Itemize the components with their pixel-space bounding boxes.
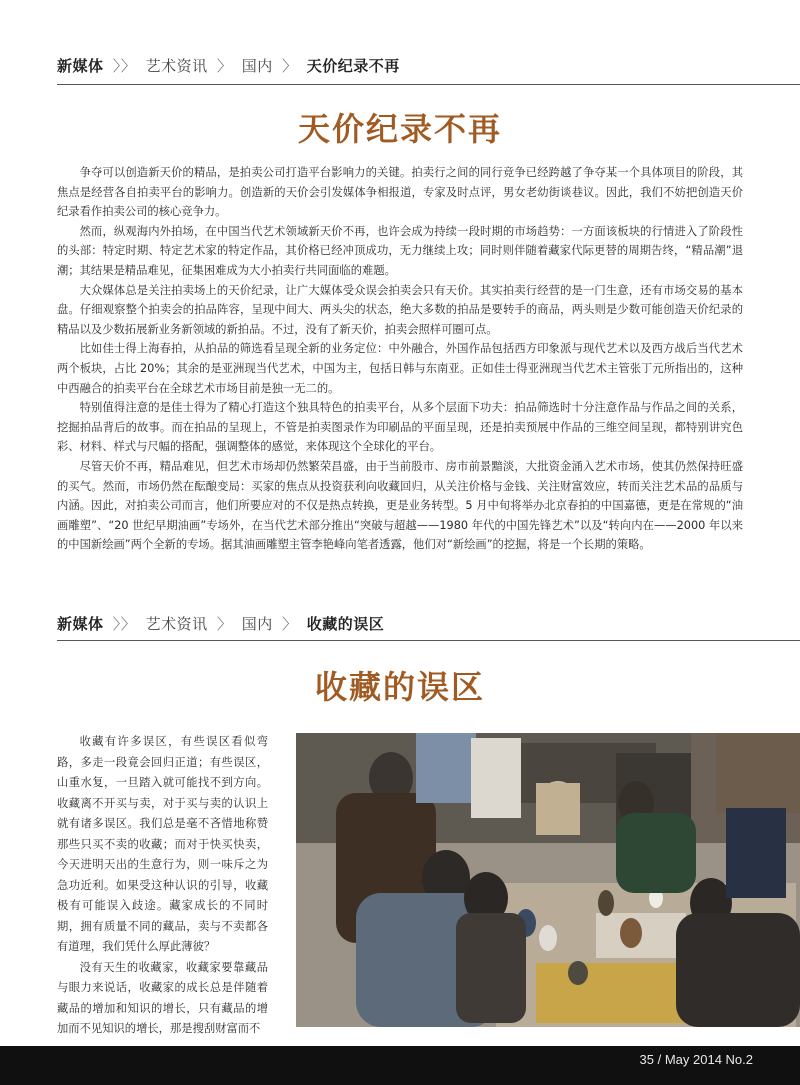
breadcrumb-separator: 〉 <box>281 57 298 75</box>
article-body <box>57 163 743 555</box>
section-divider <box>57 640 800 641</box>
breadcrumb-separator: 〉 <box>281 615 298 633</box>
paragraph: 大众媒体总是关注拍卖场上的天价纪录，让广大媒体受众误会拍卖会只有天价。其实拍卖行经营的是一门生意，还有市场交易的基本盘。仔细观察整个拍卖会的拍品阵容，呈现中间大、两头尖的状态，绝大多数的拍品是要转手的商品，两头则是少数可能创造天价纪录的精品以及少数拓展新业务新领域的新拍品。不过，没有了新天价，拍卖会照样可圈可点。 <box>57 283 743 336</box>
paragraph: 没有天生的收藏家，收藏家要靠藏品与眼力来说话，收藏家的成长总是伴随着藏品的增加和知识的增长，只有藏品的增加而不见知识的增长，那是搜刮财富而不 <box>57 960 268 1035</box>
article-photo <box>296 733 800 1027</box>
page-number: 35 / May 2014 No.2 <box>639 1052 753 1067</box>
paragraph: 比如佳士得上海春拍，从拍品的筛选看呈现全新的业务定位：中外融合，外国作品包括西方印象派与现代艺术以及西方战后当代艺术两个板块，占比 20%；其余的是亚洲现当代艺术，中国为主，包括日韩与东南亚。正如佳士得亚洲现当代艺术主管张丁元所指出的，这种中西融合的拍卖平台在全球艺术市场目前是独一无二的。 <box>57 342 743 395</box>
article-title: 天价纪录不再 <box>297 110 502 148</box>
article-body <box>57 732 268 1040</box>
breadcrumb-current: 收藏的误区 <box>306 615 385 633</box>
paragraph: 尽管天价不再，精品难见，但艺术市场却仍然繁荣昌盛，由于当前股市、房市前景黯淡，大批资金涌入艺术市场，使其仍然保持旺盛的买气。然而，市场仍然在酝酿变局：买家的焦点从投资获利向收藏回归，从关注价格与金钱、关注财富效应，转而关注艺术品的品质与内涵。因此，对拍卖公司而言，他们所要应对的不仅是热点转换，更是业务转型。5 月中旬将举办北京春拍的中国嘉德，更是在常规的“油画雕塑”、“20 世纪早期油画”专场外，在当代艺术部分推出“突破与超越——1980 年代的中国先锋艺术”以及“转向内在——2000 年以来的中国新绘画”两个全新的专场。据其油画雕塑主管李艳峰向笔者透露，他们对“新绘画”的挖掘，将是一个长期的策略。 <box>57 459 743 552</box>
paragraph: 收藏有许多误区，有些误区看似弯路，多走一段竟会回归正道；有些误区，山重水复，一旦踏入就可能找不到方向。收藏离不开买与卖，对于买与卖的认识上就有诸多误区。我们总是毫不吝惜地称赞那些只买不卖的收藏；而对于快买快卖，今天进明天出的生意行为，则一味斥之为急功近利。如果受这种认识的引导，收藏极有可能误入歧途。藏家成长的不同时期，拥有质量不同的藏品，卖与不卖都各有道理，我们凭什么厚此薄彼？ <box>57 735 268 953</box>
breadcrumb-domestic[interactable]: 国内 <box>241 57 273 75</box>
breadcrumb-separator: 〉 <box>216 615 233 633</box>
breadcrumb-separator: 〉〉 <box>112 57 137 75</box>
breadcrumb-separator: 〉〉 <box>112 615 137 633</box>
paragraph: 特别值得注意的是佳士得为了精心打造这个独具特色的拍卖平台，从多个层面下功夫：拍品筛选时十分注意作品与作品之间的关系，挖掘拍品背后的故事。而在拍品的呈现上，不管是拍卖图录作为印刷品的平面呈现，还是拍卖预展中作品的三维空间呈现，都特别讲究色彩、材料、样式与尺幅的搭配，强调整体的感觉，来体现这个全球化的平台。 <box>57 401 743 454</box>
breadcrumb-art-news[interactable]: 艺术资讯 <box>145 615 208 633</box>
paragraph: 争夺可以创造新天价的精品，是拍卖公司打造平台影响力的关键。拍卖行之间的同行竞争已经跨越了争夺某一个具体项目的阶段，其焦点是经营各自拍卖平台的影响力。创造新的天价会引发媒体争相报道，专家及时点评，男女老幼街谈巷议。因此，我们不妨把创造天价纪录看作拍卖公司的核心竞争力。 <box>57 166 743 219</box>
breadcrumb-current: 天价纪录不再 <box>306 57 400 75</box>
breadcrumb-separator: 〉 <box>216 57 233 75</box>
breadcrumb-domestic[interactable]: 国内 <box>241 615 273 633</box>
paragraph: 然而，纵观海内外拍场，在中国当代艺术领域新天价不再，也许会成为持续一段时期的市场趋势：一方面该板块的行情进入了阶段性的头部：特定时期、特定艺术家的特定作品，其价格已经冲顶成功，无力继续上攻；同时则伴随着藏家代际更替的周期告终，“精品潮”退潮；其结果是精品难见，征集困难成为大小拍卖行共同面临的难题。 <box>57 224 743 277</box>
breadcrumb-brand[interactable]: 新媒体 <box>57 615 104 633</box>
breadcrumb <box>57 55 400 76</box>
section-divider <box>57 84 800 85</box>
breadcrumb-brand[interactable]: 新媒体 <box>57 57 104 75</box>
article-title: 收藏的误区 <box>314 668 485 706</box>
breadcrumb-art-news[interactable]: 艺术资讯 <box>145 57 208 75</box>
antique-market-photo <box>296 733 800 1027</box>
breadcrumb <box>57 613 384 634</box>
